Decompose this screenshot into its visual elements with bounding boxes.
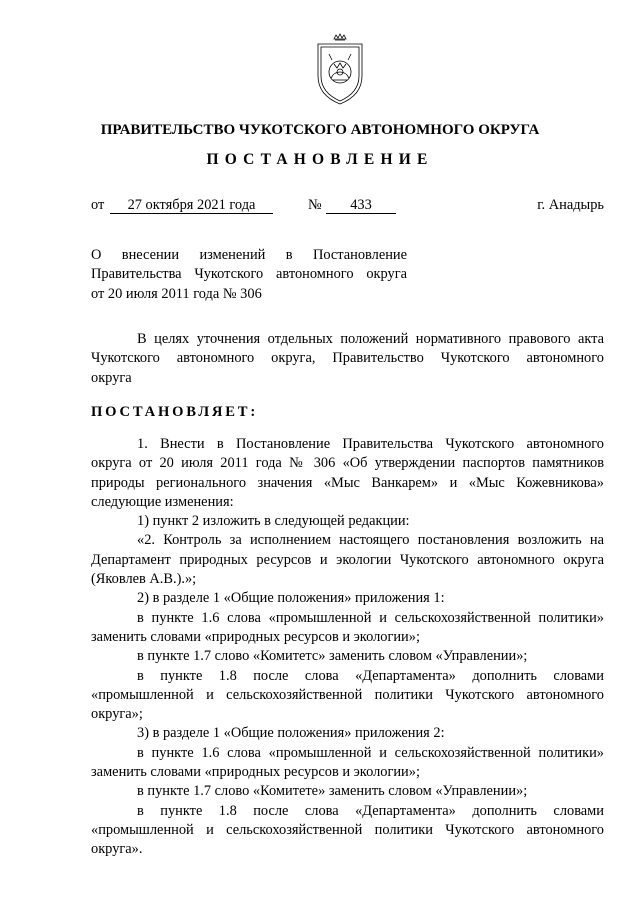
- body-line: округа».: [91, 841, 143, 858]
- from-label: от: [91, 197, 105, 213]
- body-line: заменить словами «природных ресурсов и экологии»;: [91, 628, 420, 645]
- document-subject: [91, 246, 407, 304]
- preamble: [91, 330, 604, 388]
- body-line: «промышленной и сельскохозяйственной политики Чукотского автономного: [91, 821, 604, 838]
- body-line: 3) в разделе 1 «Общие положения» приложения 2:: [137, 725, 445, 742]
- document-type-title: ПОСТАНОВЛЕНИЕ: [206, 151, 434, 168]
- body-line: заменить словами «природных ресурсов и экологии»;: [91, 764, 420, 781]
- body-line: природы регионального значения «Мыс Ванкарем» и «Мыс Кожевникова»: [91, 474, 604, 491]
- body-line: округа от 20 июля 2011 года № 306 «Об утверждении паспортов памятников: [91, 455, 604, 472]
- body-line: в пункте 1.7 слово «Комитете» заменить словом «Управлении»;: [137, 783, 528, 800]
- body-line: 2) в разделе 1 «Общие положения» приложения 1:: [137, 590, 445, 607]
- body-line: 1) пункт 2 изложить в следующей редакции:: [137, 513, 410, 530]
- document-number: 433: [326, 198, 396, 214]
- body-line: (Яковлев А.В.).»;: [91, 571, 197, 588]
- body-line: в пункте 1.8 после слова «Департамента» дополнить словами: [137, 667, 604, 684]
- body-line: в пункте 1.6 слова «промышленной и сельскохозяйственной политики»: [137, 609, 604, 626]
- document-date: 27 октября 2021 года: [110, 198, 273, 214]
- body-line: в пункте 1.8 после слова «Департамента» дополнить словами: [137, 802, 604, 819]
- preamble-line: В целях уточнения отдельных положений нормативного правового акта: [137, 331, 604, 347]
- subject-line: О внесении изменений в Постановление: [91, 247, 407, 263]
- body-line: Департамент природных ресурсов и экологии Чукотского автономного округа: [91, 551, 604, 568]
- body-line: следующие изменения:: [91, 493, 234, 510]
- preamble-line: Чукотского автономного округа, Правительство Чукотского автономного: [91, 350, 604, 367]
- preamble-line: округа: [91, 369, 132, 386]
- body-line: «промышленной и сельскохозяйственной политики Чукотского автономного: [91, 686, 604, 703]
- number-label: №: [308, 197, 322, 213]
- subject-line: от 20 июля 2011 года № 306: [91, 285, 262, 302]
- subject-line: Правительства Чукотского автономного округа: [91, 266, 407, 283]
- government-name: ПРАВИТЕЛЬСТВО ЧУКОТСКОГО АВТОНОМНОГО ОКРУГА: [100, 122, 540, 138]
- body-line: в пункте 1.6 слова «промышленной и сельскохозяйственной политики»: [137, 744, 604, 761]
- body-line: «2. Контроль за исполнением настоящего постановления возложить на: [137, 532, 604, 549]
- body-line: 1. Внести в Постановление Правительства Чукотского автономного: [137, 436, 604, 452]
- body-line: в пункте 1.7 слово «Комитетс» заменить словом «Управлении»;: [137, 648, 528, 665]
- resolves-heading: ПОСТАНОВЛЯЕТ:: [91, 404, 258, 420]
- body-line: округа»;: [91, 706, 143, 723]
- coat-of-arms-emblem: [304, 30, 376, 110]
- city: г. Анадырь: [537, 197, 604, 213]
- body-text: [91, 435, 604, 860]
